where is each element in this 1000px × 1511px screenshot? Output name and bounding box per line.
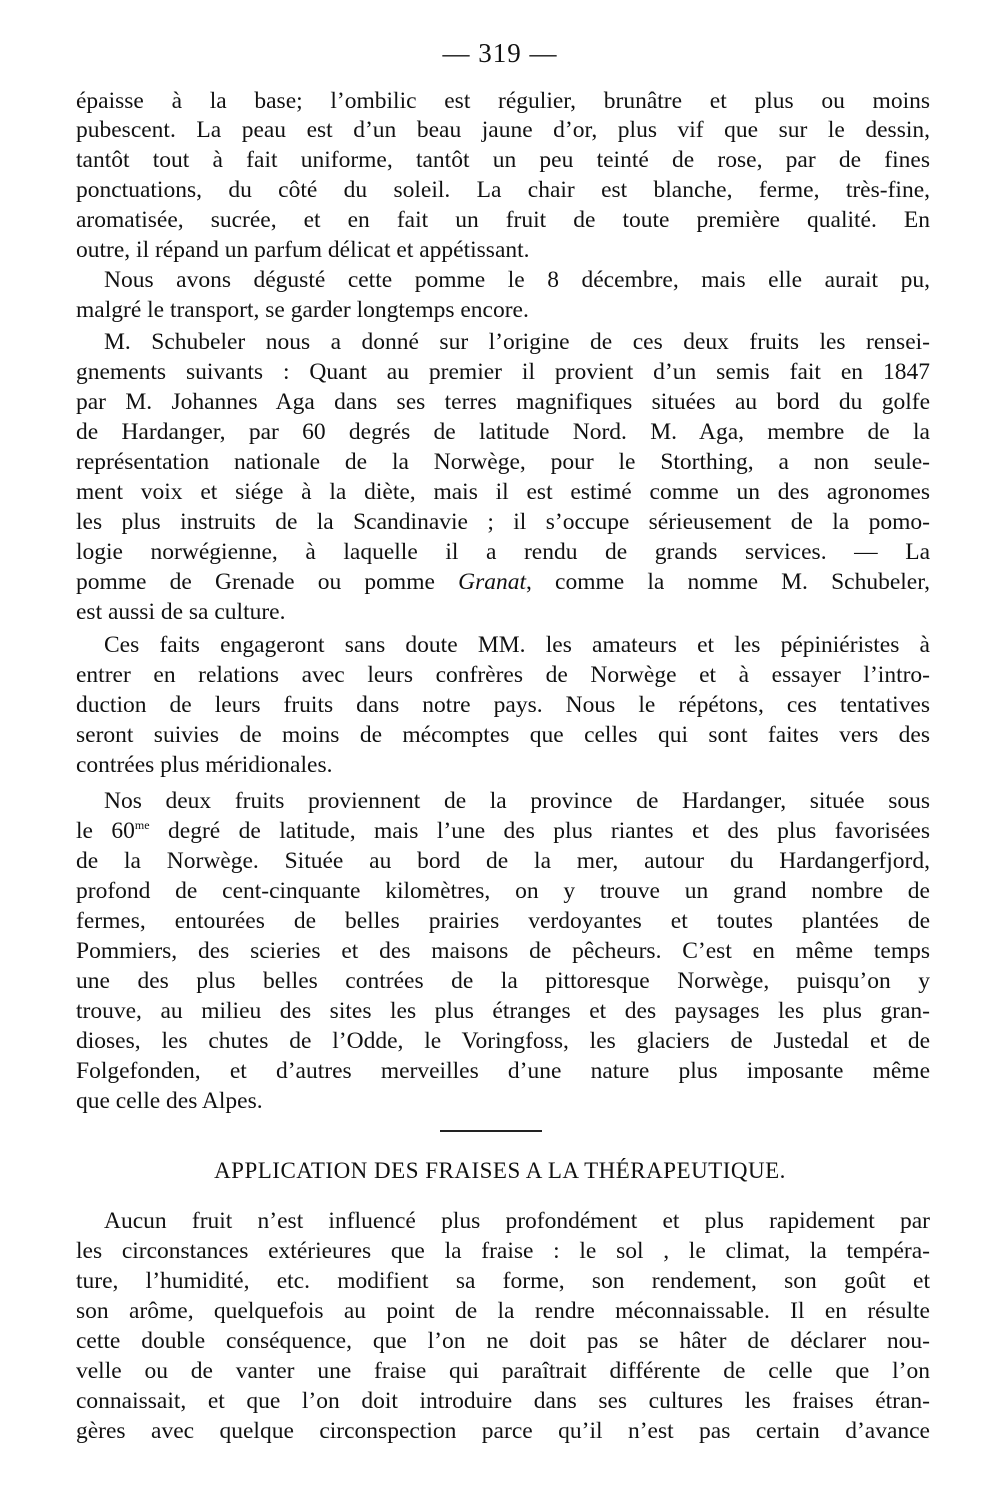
superscript: me bbox=[134, 818, 150, 832]
text-line: Ces faits engageront sans doute MM. les amateurs et les pépiniéristes à bbox=[104, 632, 930, 658]
text-line: gnements suivants : Quant au premier il provient d’un semis fait en 1847 bbox=[76, 359, 930, 385]
text-line: son arôme, quelquefois au point de la rendre méconnaissable. Il en résulte bbox=[76, 1298, 930, 1324]
text-line: de Hardanger, par 60 degrés de latitude Nord. M. Aga, membre de la bbox=[76, 419, 930, 445]
text-line: fermes, entourées de belles prairies verdoyantes et toutes plantées de bbox=[76, 908, 930, 934]
text-line: les circonstances extérieures que la fraise : le sol , le climat, la tempéra- bbox=[76, 1238, 930, 1264]
text-line: les plus instruits de la Scandinavie ; il s’occupe sérieusement de la pomo- bbox=[76, 509, 930, 535]
text-line: malgré le transport, se garder longtemps encore. bbox=[76, 297, 529, 323]
text-line: gères avec quelque circonspection parce qu’il n’est pas certain d’avance bbox=[76, 1418, 930, 1444]
text-line: aromatisée, sucrée, et en fait un fruit de toute première qualité. En bbox=[76, 207, 930, 233]
text-run: degré de latitude, mais l’une des plus riantes et des plus favorisées bbox=[149, 818, 931, 844]
text-line: entrer en relations avec leurs confrères de Norwège et à essayer l’intro- bbox=[76, 662, 930, 688]
text-line: représentation nationale de la Norwège, pour le Storthing, a non seule- bbox=[76, 449, 930, 475]
text-line: connaissait, et que l’on doit introduire dans ses cultures les fraises étran- bbox=[76, 1388, 930, 1414]
text-line: dioses, les chutes de l’Odde, le Voringfoss, les glaciers de Justedal et de bbox=[76, 1028, 930, 1054]
text-line bbox=[76, 816, 930, 846]
text-line: Aucun fruit n’est influencé plus profondément et plus rapidement par bbox=[104, 1208, 930, 1234]
text-line: logie norwégienne, à laquelle il a rendu de grands services. — La bbox=[76, 539, 930, 565]
text-line bbox=[76, 567, 930, 597]
text-line: une des plus belles contrées de la pittoresque Norwège, puisqu’on y bbox=[76, 968, 930, 994]
text-line: tantôt tout à fait uniforme, tantôt un peu teinté de rose, par de fines bbox=[76, 147, 930, 173]
text-line: ponctuations, du côté du soleil. La chair est blanche, ferme, très-fine, bbox=[76, 177, 930, 203]
section-heading: APPLICATION DES FRAISES A LA THÉRAPEUTIQUE. bbox=[214, 1158, 786, 1183]
text-line: contrées plus méridionales. bbox=[76, 752, 333, 778]
text-line: cette double conséquence, que l’on ne doit pas se hâter de déclarer nou- bbox=[76, 1328, 930, 1354]
text-line: est aussi de sa culture. bbox=[76, 599, 286, 625]
text-run: pomme de Grenade ou pomme bbox=[76, 569, 459, 595]
text-line: trouve, au milieu des sites les plus étranges et des paysages les plus gran- bbox=[76, 998, 930, 1024]
text-run: le 60 bbox=[76, 818, 135, 844]
page-number: — 319 — bbox=[442, 38, 558, 68]
text-line: Folgefonden, et d’autres merveilles d’une nature plus imposante même bbox=[76, 1058, 930, 1084]
text-line: ment voix et siége à la diète, mais il est estimé comme un des agronomes bbox=[76, 479, 930, 505]
text-line: par M. Johannes Aga dans ses terres magnifiques situées au bord du golfe bbox=[76, 389, 930, 415]
text-line: velle ou de vanter une fraise qui paraîtrait différente de celle que l’on bbox=[76, 1358, 930, 1384]
text-line: M. Schubeler nous a donné sur l’origine de ces deux fruits les rensei- bbox=[104, 329, 930, 355]
section-separator bbox=[440, 1130, 542, 1132]
text-line: de la Norwège. Située au bord de la mer, autour du Hardangerfjord, bbox=[76, 848, 930, 874]
text-line: duction de leurs fruits dans notre pays. Nous le répétons, ces tentatives bbox=[76, 692, 930, 718]
text-line: Nous avons dégusté cette pomme le 8 décembre, mais elle aurait pu, bbox=[104, 267, 930, 293]
text-line: outre, il répand un parfum délicat et appétissant. bbox=[76, 237, 530, 263]
text-line: épaisse à la base; l’ombilic est régulier, brunâtre et plus ou moins bbox=[76, 88, 930, 114]
text-line: seront suivies de moins de mécomptes que celles qui sont faites vers des bbox=[76, 722, 930, 748]
text-line: que celle des Alpes. bbox=[76, 1088, 263, 1114]
text-run: , comme la nomme M. Schubeler, bbox=[526, 569, 930, 595]
text-line: Pommiers, des scieries et des maisons de pêcheurs. C’est en même temps bbox=[76, 938, 930, 964]
text-line: Nos deux fruits proviennent de la province de Hardanger, située sous bbox=[104, 788, 930, 814]
text-line: pubescent. La peau est d’un beau jaune d’or, plus vif que sur le dessin, bbox=[76, 117, 930, 143]
text-line: ture, l’humidité, etc. modifient sa forme, son rendement, son goût et bbox=[76, 1268, 930, 1294]
text-line: profond de cent-cinquante kilomètres, on y trouve un grand nombre de bbox=[76, 878, 930, 904]
italic-text: Granat bbox=[458, 569, 526, 595]
